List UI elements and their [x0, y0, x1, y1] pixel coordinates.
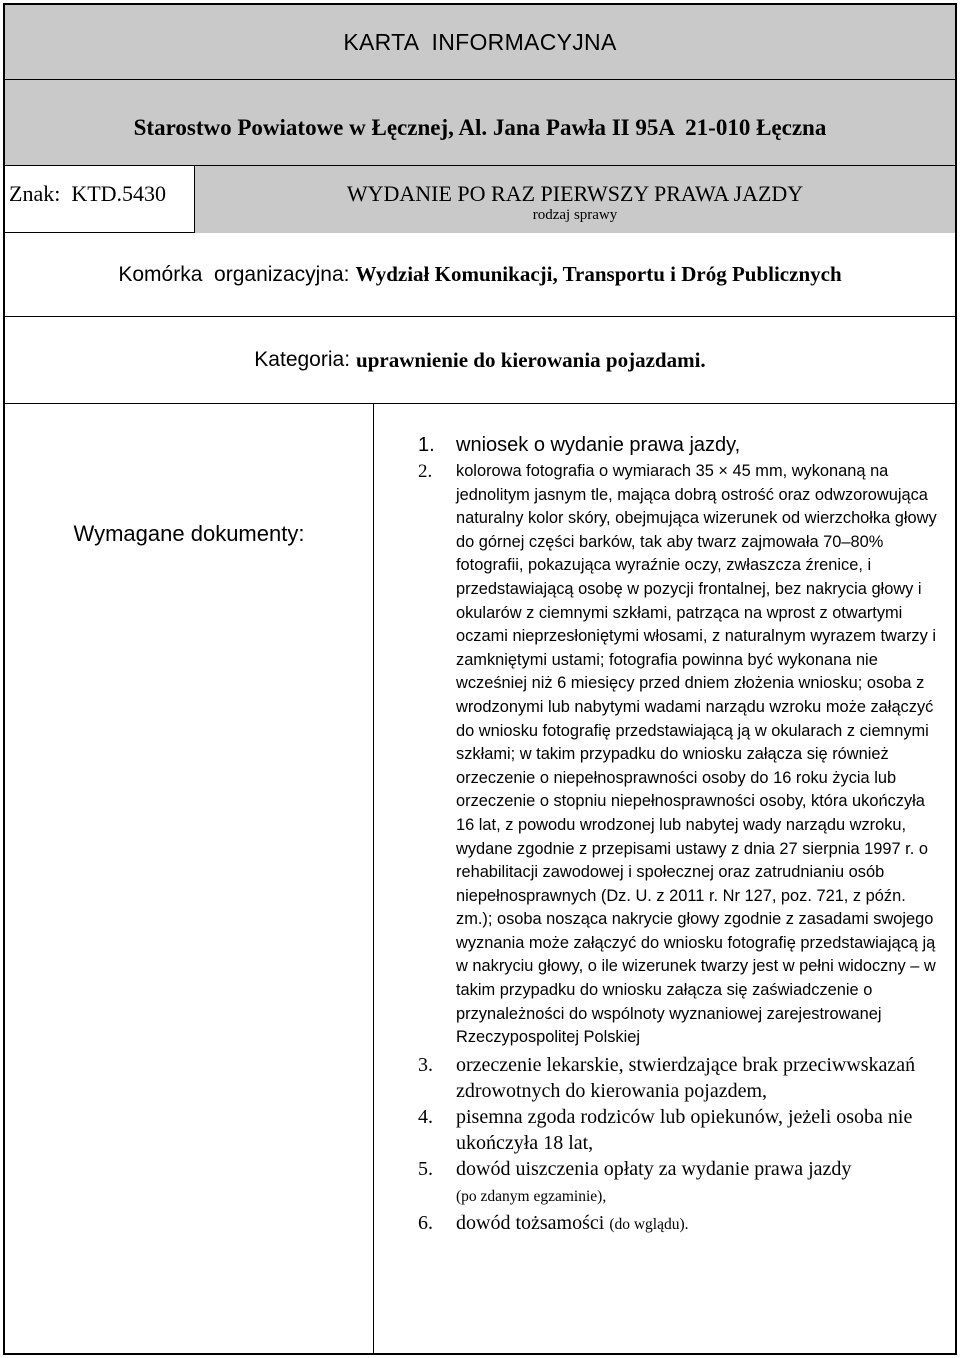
card-title-row	[5, 5, 955, 80]
category-value: uprawnienie do kierowania pojazdami.	[356, 347, 706, 372]
office-address: Starostwo Powiatowe w Łęcznej, Al. Jana Pawła II 95A 21-010 Łęczna	[133, 114, 827, 140]
documents-row	[5, 404, 955, 1353]
case-code-label: Znak:	[9, 181, 61, 206]
card-title: KARTA INFORMACYJNA	[343, 28, 617, 55]
category-label: Kategoria:	[254, 348, 351, 371]
list-item: 2. kolorowa fotografia o wymiarach 35 × 45 mm, wykonaną na jednolitym jasnym tle, mająca dobrą ostrość oraz odwzorowująca naturalny kolor skóry, obejmująca wizerunek od wierzchołka głowy do górnej części barków, tak aby twarz zajmowała 70–80% fotografii, pokazująca wyraźnie oczy, zwłaszcza źrenice, i przedstawiającą osobę w pozycji frontalnej, bez nakrycia głowy i okularów z ciemnymi szkłami, patrząca na wprost z otwartymi oczami nieprzesłoniętymi włosami, z naturalnym wyrazem twarzy i zamkniętymi ustami; fotografia powinna być wykonana nie wcześniej niż 6 miesięcy przed dniem złożenia wniosku; osoba z wrodzonymi lub nabytymi wadami narządu wzroku może załączyć do wniosku fotografię przedstawiającą ją w okularach z ciemnymi szkłami; w takim przypadku do wniosku załącza się również orzeczenie o niepełnosprawności osoby do 16 roku życia lub orzeczenie o stopniu niepełnosprawności osoby, która ukończyła 16 lat, z powodu wrodzonej lub nabytej wady narządu wzroku, wydane zgodnie z przepisami ustawy z dnia 27 sierpnia 1997 r. o rehabilitacji zawodowej i społecznej oraz zatrudnianiu osób niepełnosprawnych (Dz. U. z 2011 r. Nr 127, poz. 721, z późn. zm.); osoba nosząca nakrycie głowy zgodnie z zasadami swojego wyznania może załączyć do wniosku fotografię przedstawiającą ją w nakryciu głowy, o ile wizerunek twarzy jest w pełni widoczny – w takim przypadku do wniosku załącza się zaświadczenie o przynależności do wspólnoty wyznaniowej zarejestrowanej Rzeczypospolitej Polskiej	[418, 461, 937, 1047]
id-note: (do wglądu).	[609, 1215, 689, 1233]
unit-label: Komórka organizacyjna:	[118, 262, 350, 286]
case-title: WYDANIE PO RAZ PIERWSZY PRAWA JAZDY	[346, 181, 804, 206]
list-item: 6. dowód tożsamości (do wglądu).	[418, 1211, 689, 1234]
fee-note: (po zdanym egzaminie),	[456, 1187, 607, 1205]
information-card	[3, 3, 957, 1355]
office-row	[5, 80, 955, 166]
case-code-cell	[5, 166, 195, 233]
documents-list	[418, 432, 938, 1238]
unit-row	[5, 233, 955, 317]
list-item: 4. pisemna zgoda rodziców lub opiekunów, jeżeli osoba nie ukończyła 18 lat,	[418, 1105, 913, 1154]
documents-list-cell	[374, 404, 955, 1353]
list-item: 3. orzeczenie lekarskie, stwierdzające brak przeciwwskazań zdrowotnych do kierowania pojazdem,	[418, 1053, 916, 1102]
case-code-value: KTD.5430	[71, 181, 167, 206]
case-subtitle: rodzaj sprawy	[532, 207, 618, 223]
documents-label: Wymagane dokumenty:	[73, 521, 305, 546]
list-item: 5. dowód uiszczenia opłaty za wydanie prawa jazdy (po zdanym egzaminie),	[418, 1157, 852, 1205]
case-row	[5, 166, 955, 233]
unit-value: Wydział Komunikacji, Transportu i Dróg Publicznych	[355, 262, 842, 286]
documents-label-cell	[5, 404, 374, 1353]
category-row	[5, 317, 955, 404]
case-title-cell	[195, 166, 955, 233]
list-item: 1. wniosek o wydanie prawa jazdy,	[418, 434, 741, 456]
